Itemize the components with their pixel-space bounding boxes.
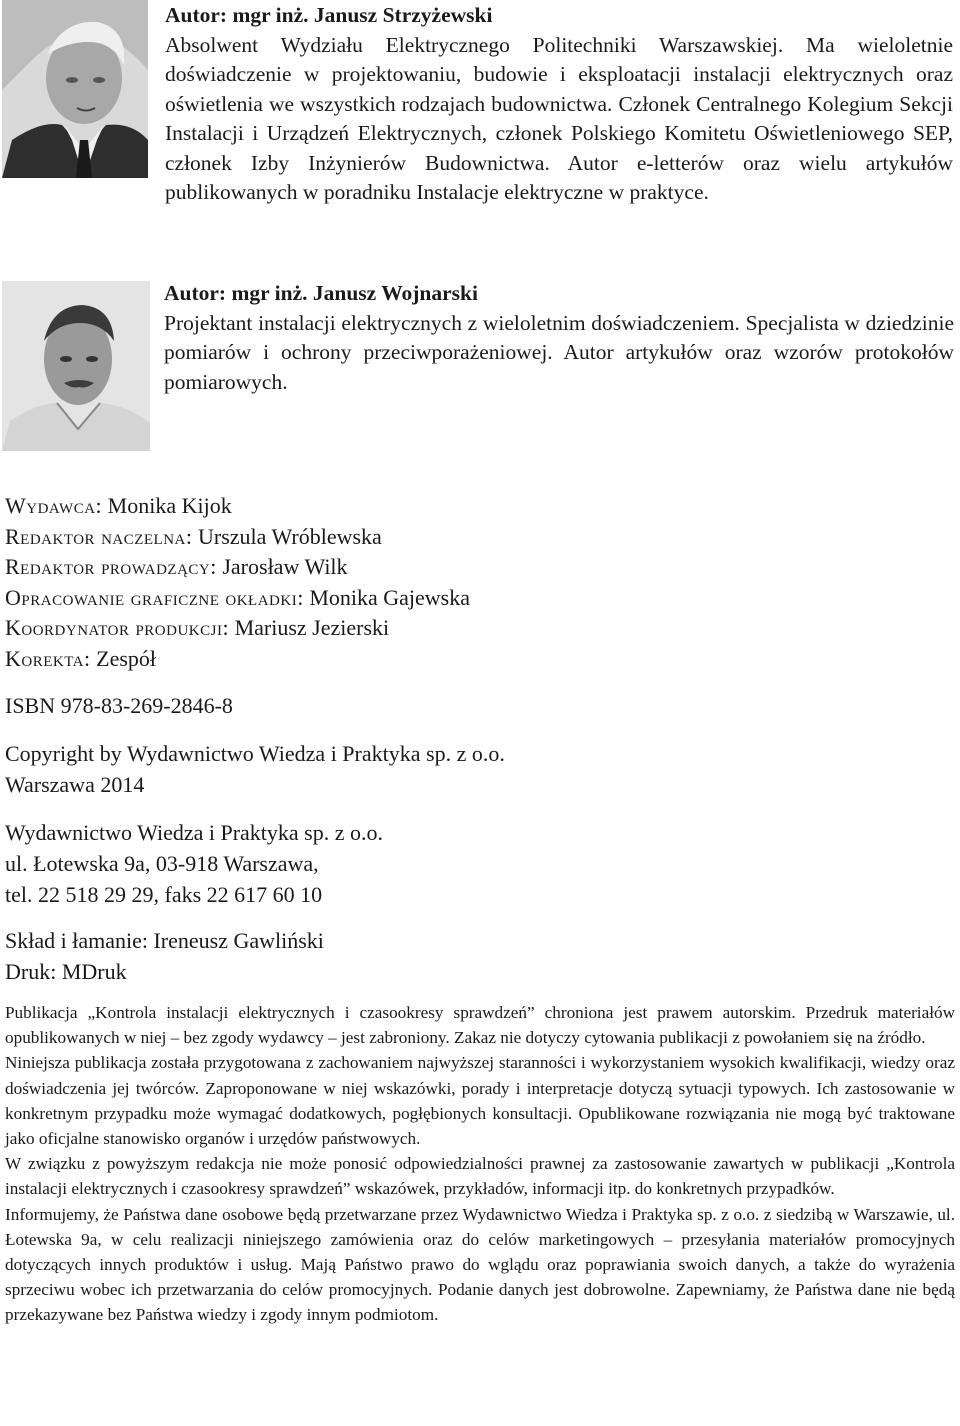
typesetting: Skład i łamanie: Ireneusz Gawliński: [5, 928, 324, 953]
credit-role: Koordynator produkcji:: [5, 615, 230, 640]
legal-paragraph: W związku z powyższym redakcja nie może ponosić odpowiedzialności prawnej za zastosowanie zawartych w publikacji „Kontrola instalacji elektrycznych i czasookresy sprawdzeń” wskazówek, przykładów, informacji itp. do konkretnych przypadków.: [5, 1154, 955, 1199]
author-description-1: Absolwent Wydziału Elektrycznego Politechniki Warszawskiej. Ma wieloletnie doświadczenie w projektowaniu, budowie i eksploatacji instalacji elektrycznych oraz oświetlenia we wszystkich rodzajach budownictwa. Członek Centralnego Kolegium Sekcji Instalacji i Urządzeń Elektrycznych, członek Polskiego Komitetu Oświetleniowego SEP, członek Izby Inżynierów Budownictwa. Autor e-letterów oraz wielu artykułów publikowanych w poradniku Instalacje elektryczne w praktyce.: [165, 32, 953, 204]
credit-value: Monika Gajewska: [309, 584, 471, 610]
legal-paragraph: Informujemy, że Państwa dane osobowe będą przetwarzane przez Wydawnictwo Wiedza i Praktyka sp. z o.o. z siedzibą w Warszawie, ul. Łotewska 9a, w celu realizacji niniejszego zamówienia oraz do celów marketingowych – przesyłania materiałów promocyjnych dotyczących innych produktów i usług. Mają Państwo prawo do wglądu oraz poprawiania swoich danych, a także do wyrażenia sprzeciwu wobec ich przetwarzania do celów promocyjnych. Podanie danych jest dobrowolne. Zapewniamy, że Państwa dane nie będą przekazywane bez Państwa wiedzy i zgody innym podmiotom.: [5, 1204, 955, 1325]
copyright-place-year: Warszawa 2014: [5, 772, 145, 797]
credit-role: Redaktor prowadzący:: [5, 554, 217, 579]
credit-production-coordinator: [5, 613, 945, 644]
credit-cover-design: [5, 583, 945, 614]
editorial-credits: [5, 491, 945, 674]
credit-role: Redaktor naczelna:: [5, 523, 193, 549]
copyright-block: [5, 738, 945, 800]
credit-editor-in-chief: [5, 522, 945, 553]
author-bio-2: [164, 279, 954, 397]
credit-role: Opracowanie graficzne okładki:: [5, 584, 304, 610]
author-name-1: Autor: mgr inż. Janusz Strzyżewski: [165, 3, 493, 27]
publisher-address: ul. Łotewska 9a, 03-918 Warszawa,: [5, 851, 319, 876]
author-bio-1: [5, 1, 953, 208]
legal-paragraph: Publikacja „Kontrola instalacji elektrycznych i czasookresy sprawdzeń” chroniona jest prawem autorskim. Przedruk materiałów opublikowanych w niej – bez zgody wydawcy – jest zabroniony. Zakaz nie dotyczy cytowania publikacji z powołaniem się na źródło.: [5, 1003, 955, 1048]
credit-role: Wydawca:: [5, 493, 103, 518]
credit-value: Jarosław Wilk: [222, 554, 348, 579]
publisher-phone: tel. 22 518 29 29, faks 22 617 60 10: [5, 882, 323, 907]
legal-paragraph: Niniejsza publikacja została przygotowana z zachowaniem najwyższej staranności i wykorzystaniem wysokich kwalifikacji, wiedzy oraz doświadczenia jej twórców. Zaproponowane w niej wskazówki, porady i interpretacje dotyczą sytuacji typowych. Ich zastosowanie w konkretnym przypadku może wymagać dodatkowych, pogłębionych konsultacji. Opublikowane rozwiązania nie mogą być traktowane jako oficjalne stanowisko organów i urzędów państwowych.: [5, 1053, 955, 1149]
copyright-line: Copyright by Wydawnictwo Wiedza i Praktyka sp. z o.o.: [5, 741, 505, 766]
credit-value: Monika Kijok: [107, 493, 232, 518]
publisher-name: Wydawnictwo Wiedza i Praktyka sp. z o.o.: [5, 820, 384, 845]
isbn: ISBN 978-83-269-2846-8: [5, 693, 233, 718]
author-name-2: Autor: mgr inż. Janusz Wojnarski: [164, 281, 478, 305]
credit-managing-editor: [5, 552, 945, 583]
author-description-2: Projektant instalacji elektrycznych z wieloletnim doświadczeniem. Specjalista w dziedzinie pomiarów i ochrony przeciwporażeniowej. Autor artykułów oraz wzorów protokołów pomiarowych.: [164, 310, 954, 394]
credit-value: Mariusz Jezierski: [234, 615, 390, 640]
credit-value: Urszula Wróblewska: [198, 523, 382, 549]
production-block: [5, 925, 945, 987]
printing: Druk: MDruk: [5, 959, 127, 984]
legal-notice: [5, 1000, 955, 1328]
credit-value: Zespół: [96, 645, 157, 671]
credit-publisher: [5, 491, 945, 522]
credit-proofreading: [5, 644, 945, 675]
credit-role: Korekta:: [5, 645, 91, 671]
photo-spacer: [5, 1, 165, 181]
author-photo-wojnarski: [2, 281, 150, 451]
publisher-address-block: [5, 817, 945, 910]
